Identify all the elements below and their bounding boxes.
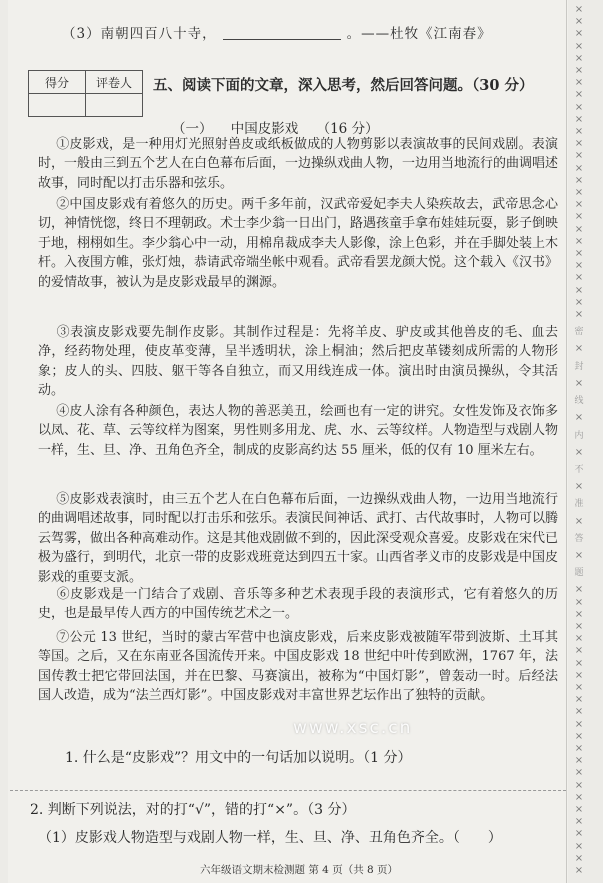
- seal-x-mark: ×: [574, 89, 584, 101]
- seal-x-mark: ×: [574, 446, 584, 458]
- seal-x-mark: ×: [574, 669, 584, 681]
- seal-x-mark: ×: [574, 248, 584, 260]
- seal-x-mark: ×: [574, 28, 584, 40]
- seal-x-mark: ×: [574, 113, 584, 125]
- seal-x-mark: ×: [574, 596, 584, 608]
- seal-x-mark: ×: [574, 4, 584, 15]
- seal-x-mark: ×: [574, 718, 584, 730]
- seal-x-mark: ×: [574, 211, 584, 223]
- seal-x-mark: ×: [574, 681, 584, 693]
- answer-blank[interactable]: [223, 28, 341, 40]
- site-watermark: www.xsc.cn: [293, 718, 413, 738]
- seal-x-mark: ×: [574, 828, 584, 840]
- binding-line: [566, 0, 567, 883]
- seal-line-column: [570, 4, 588, 879]
- seal-x-mark: ×: [574, 657, 584, 669]
- seal-x-mark: ×: [574, 187, 584, 199]
- seal-line-char: 封: [574, 361, 584, 372]
- seal-x-mark: ×: [574, 515, 584, 527]
- seal-x-mark: ×: [574, 272, 584, 284]
- seal-x-mark: ×: [574, 101, 584, 113]
- section-heading: 五、阅读下面的文章，深入思考，然后回答问题。（30 分）: [153, 77, 534, 94]
- seal-x-mark: ×: [574, 65, 584, 77]
- poem-fill-prefix: （3）南朝四百八十寺，: [62, 26, 217, 42]
- question-1: 1. 什么是“皮影戏”？用文中的一句话加以说明。（1 分）: [65, 750, 412, 766]
- seal-x-mark: ×: [574, 343, 584, 355]
- seal-x-mark: ×: [574, 174, 584, 186]
- question-2-item-1: （1）皮影戏人物造型与戏剧人物一样，生、旦、净、丑角色齐全。（ ）: [38, 830, 502, 846]
- seal-x-mark: ×: [574, 706, 584, 718]
- seal-line-char: 密: [574, 327, 584, 338]
- seal-x-mark: ×: [574, 377, 584, 389]
- seal-x-mark: ×: [574, 223, 584, 235]
- page-footer: 六年级语文期末检测题 第 4 页（共 8 页）: [200, 864, 399, 876]
- seal-line-char: 内: [574, 430, 584, 441]
- seal-x-mark: ×: [574, 284, 584, 296]
- passage-points: （16 分）: [316, 121, 379, 137]
- seal-x-mark: ×: [574, 77, 584, 89]
- seal-line-char: 答: [574, 533, 584, 544]
- seal-x-mark: ×: [574, 633, 584, 645]
- reviewer-cell[interactable]: [86, 94, 143, 117]
- score-label: 得分: [29, 71, 86, 94]
- seal-x-mark: ×: [574, 16, 584, 28]
- seal-line-char: 题: [574, 568, 584, 579]
- paragraph-3: ③表演皮影戏要先制作皮影。其制作过程是：先将羊皮、驴皮或其他兽皮的毛、血去净，经药物处理，使皮革变薄，呈半透明状，涂上桐油；然后把皮革镂刻成所需的人物形象；皮人的头、四肢、躯干等各自独立，而又用线连成一体。演出时由演员操纵，令其活动。: [38, 325, 558, 399]
- seal-x-mark: ×: [574, 309, 584, 321]
- seal-x-mark: ×: [574, 730, 584, 742]
- paragraph-7: ⑦公元 13 世纪，当时的蒙古军营中也演皮影戏，后来皮影戏被随军带到波斯、土耳其等国。之后，又在东南亚各国流传开来。中国皮影戏 18 世纪中叶传到欧洲，1767 年，法国传教士把它带回法国，并在巴黎、马赛演出，被称为“中国灯影”，曾轰动一时。后经法国人改造，成为“法兰西灯影”。中国皮影戏对丰富世界艺坛作出了独特的贡献。: [38, 630, 558, 704]
- seal-x-mark: ×: [574, 779, 584, 791]
- paragraph-1: ①皮影戏，是一种用灯光照射兽皮或纸板做成的人物剪影以表演故事的民间戏剧。表演时，一般由三到五个艺人在白色幕布后面，一边操纵戏曲人物，一边用当地流行的曲调唱述故事，同时配以打击乐器和弦乐。: [38, 137, 559, 191]
- seal-x-mark: ×: [574, 852, 584, 864]
- score-cell[interactable]: [29, 94, 86, 117]
- paragraph-6: ⑥皮影戏是一门结合了戏剧、音乐等多种艺术表现手段的表演形式，它有着悠久的历史，也是最早传人西方的中国传统艺术之一。: [38, 587, 558, 622]
- seal-x-mark: ×: [574, 481, 584, 493]
- seal-line-char: 线: [574, 396, 584, 407]
- seal-x-mark: ×: [574, 803, 584, 815]
- passage-heading: [172, 117, 393, 137]
- seal-x-mark: ×: [574, 260, 584, 272]
- seal-x-mark: ×: [574, 40, 584, 52]
- seal-x-mark: ×: [574, 126, 584, 138]
- seal-x-mark: ×: [574, 412, 584, 424]
- passage-part: （一）: [172, 121, 213, 137]
- seal-line-char: 准: [574, 499, 584, 510]
- seal-x-mark: ×: [574, 620, 584, 632]
- paragraph-5: ⑤皮影戏表演时，由三五个艺人在白色幕布后面，一边操纵戏曲人物，一边用当地流行的曲调唱述故事，同时配以打击乐和弦乐。表演民间神话、武打、古代故事时，人物可以腾云驾雾，做出各种高难动作。这是其他戏剧做不到的，因此深受观众喜爱。皮影戏在宋代已极为盛行，到明代，北京一带的皮影戏班竟达到四五十家。山西省孝义市的皮影戏是中国皮影戏的重要支派。: [38, 492, 559, 585]
- poem-fill-question: [62, 22, 492, 42]
- seal-x-mark: ×: [574, 694, 584, 706]
- seal-x-mark: ×: [574, 755, 584, 767]
- seal-x-mark: ×: [574, 150, 584, 162]
- passage-title: 中国皮影戏: [230, 121, 299, 137]
- seal-x-mark: ×: [574, 199, 584, 211]
- seal-x-mark: ×: [574, 138, 584, 150]
- question-2: 2. 判断下列说法，对的打“√”，错的打“×”。（3 分）: [30, 802, 356, 818]
- seal-x-mark: ×: [574, 584, 584, 596]
- seal-x-mark: ×: [574, 52, 584, 64]
- seal-x-mark: ×: [574, 645, 584, 657]
- seal-x-mark: ×: [574, 549, 584, 561]
- seal-x-mark: ×: [574, 162, 584, 174]
- seal-x-mark: ×: [574, 296, 584, 308]
- paragraph-4: ④皮人涂有各种颜色，表达人物的善恶美丑，绘画也有一定的讲究。女性发饰及衣饰多以凤、花、草、云等纹样为图案，男性则多用龙、虎、水、云等纹样。人物造型与戏剧人物一样，生、旦、净、丑角色齐全，制成的皮影高约达 55 厘米，低的仅有 10 厘米左右。: [38, 404, 559, 458]
- poem-fill-suffix: 。——杜牧《江南春》: [346, 26, 492, 42]
- score-table: [28, 70, 143, 117]
- seal-x-mark: ×: [574, 608, 584, 620]
- seal-x-mark: ×: [574, 865, 584, 876]
- seal-x-mark: ×: [574, 791, 584, 803]
- seal-line-char: 不: [574, 464, 584, 475]
- seal-x-mark: ×: [574, 742, 584, 754]
- reviewer-label: 评卷人: [86, 71, 143, 94]
- seal-x-mark: ×: [574, 235, 584, 247]
- seal-x-mark: ×: [574, 840, 584, 852]
- dashed-divider: [10, 790, 566, 791]
- seal-x-mark: ×: [574, 767, 584, 779]
- seal-x-mark: ×: [574, 816, 584, 828]
- paragraph-2: ②中国皮影戏有着悠久的历史。两千多年前，汉武帝爱妃李夫人染疾故去，武帝思念心切，神情恍惚，终日不理朝政。术士李少翁一日出门，路遇孩童手拿布娃娃玩耍，影子倒映于地，栩栩如生。李少翁心中一动，用棉帛裁成李夫人影像，涂上色彩，并在手脚处装上木杆。入夜围方帷，张灯烛，恭请武帝端坐帐中观看。武帝看罢龙颜大悦。这个载入《汉书》的爱情故事，被认为是皮影戏最早的渊源。: [38, 197, 559, 290]
